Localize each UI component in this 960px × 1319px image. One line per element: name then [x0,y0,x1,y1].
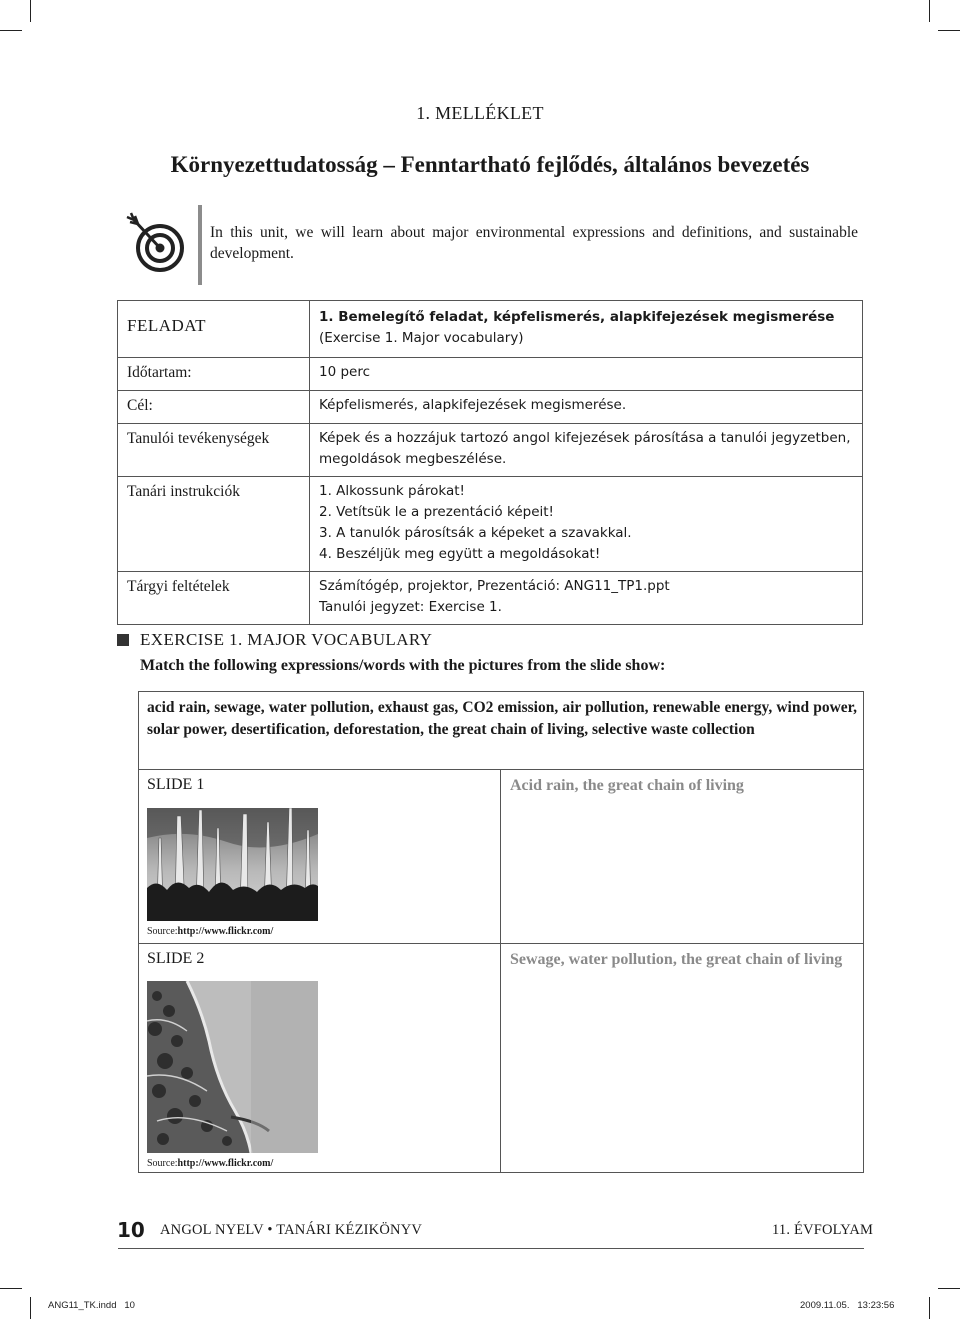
divider [500,769,501,1173]
slug-date: 2009.11.05. 13:23:56 [800,1300,895,1311]
idotartam-value: 10 perc [310,358,863,391]
table-row [118,477,863,572]
slug-file: ANG11_TK.indd 10 [48,1300,135,1311]
feladat-label [118,301,310,358]
vocabulary-list: acid rain, sewage, water pollution, exhaust gas, CO2 emission, air pollution, renewable energy, wind power, solar power, desertification, deforestation, the great chain of living, selective waste collection [147,699,857,738]
feladat-label-text: FELADAT [127,316,207,335]
table-row [118,301,863,358]
source-prefix: Source: [147,926,178,937]
list-item: 3. A tanulók párosítsák a képeket a szavakkal. [319,525,632,541]
source-url: http://www.flickr.com/ [177,926,274,937]
divider [138,769,864,770]
targyi-line: Számítógép, projektor, Prezentáció: ANG11_TP1.ppt [319,578,670,594]
slide-answer: Sewage, water pollution, the great chain of living [510,951,843,968]
list-item: 4. Beszéljük meg együtt a megoldásokat! [319,546,601,562]
annex-label: 1. MELLÉKLET [416,103,544,123]
slide-label: SLIDE 1 [147,776,205,793]
crop-mark [0,1288,22,1289]
page-title: Környezettudatosság – Fenntartható fejlődés, általános bevezetés [170,152,810,177]
footer-divider [118,1248,864,1249]
crop-mark [938,1288,960,1289]
slide-label: SLIDE 2 [147,950,205,967]
source-url: http://www.flickr.com/ [177,1158,274,1169]
tanuloi-value: Képek és a hozzájuk tartozó angol kifejezések párosítása a tanulói jegyzetben, megoldások megbeszélése. [310,424,863,477]
book-title: ANGOL NYELV • TANÁRI KÉZIKÖNYV [160,1222,423,1238]
source-prefix: Source: [147,1158,178,1169]
image-source [147,926,273,937]
page-number: 10 [117,1218,145,1242]
target-arrow-icon [124,206,186,280]
targyi-label: Tárgyi feltételek [118,572,310,625]
divider [138,943,864,944]
slide-answer: Acid rain, the great chain of living [510,777,744,794]
targyi-line: Tanulói jegyzet: Exercise 1. [319,599,502,615]
list-item: 1. Alkossunk párokat! [319,483,465,499]
table-row [118,424,863,477]
crop-mark [929,1297,930,1319]
exercise-instruction: Match the following expressions/words with the pictures from the slide show: [140,657,666,674]
crop-mark [30,0,31,22]
dead-forest-photo [147,808,318,921]
crop-mark [929,0,930,22]
cel-label: Cél: [118,391,310,424]
idotartam-label: Időtartam: [118,358,310,391]
task-table [117,300,863,625]
square-bullet-icon [117,634,129,646]
tanari-steps [310,477,863,572]
table-row [118,358,863,391]
cel-value: Képfelismerés, alapkifejezések megismerése. [310,391,863,424]
feladat-value-bold: 1. Bemelegítő feladat, képfelismerés, alapkifejezések megismerése [319,309,835,325]
exercise-heading: EXERCISE 1. MAJOR VOCABULARY [140,630,433,649]
intro-divider [198,205,202,285]
crop-mark [30,1297,31,1319]
table-row [118,572,863,625]
feladat-value-paren: (Exercise 1. Major vocabulary) [319,330,524,346]
intro-text: In this unit, we will learn about major environmental expressions and definitions, and sustainable development. [210,224,858,262]
targyi-value [310,572,863,625]
feladat-value [310,301,863,358]
tanari-label: Tanári instrukciók [118,477,310,572]
grade-label: 11. ÉVFOLYAM [772,1222,874,1238]
image-source [147,1158,273,1169]
table-row [118,391,863,424]
crop-mark [0,30,22,31]
aerial-coast-photo [147,981,318,1153]
tanuloi-label: Tanulói tevékenységek [118,424,310,477]
list-item: 2. Vetítsük le a prezentáció képeit! [319,504,554,520]
crop-mark [938,30,960,31]
